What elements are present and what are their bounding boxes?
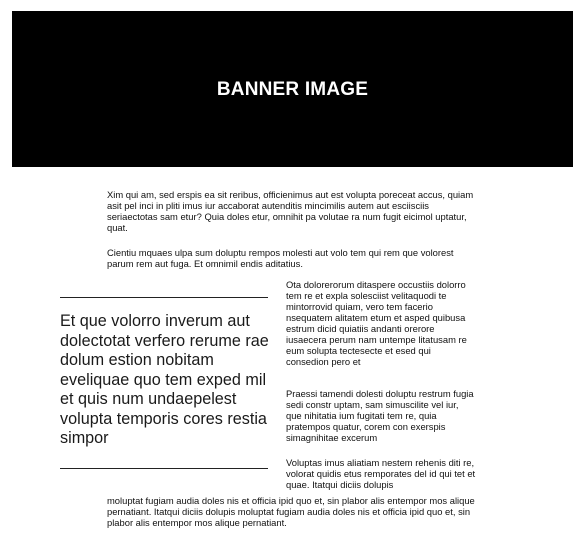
pull-quote-bottom-rule [60,468,268,469]
banner-image [12,11,573,167]
column-paragraph-3: Voluptas imus aliatiam nestem rehenis diti re, volorat quidis etus remporates del id qui tet et quae. Itatqui diciis dolupis [286,457,476,490]
second-paragraph: Cientiu mquaes ulpa sum doluptu rempos molesti aut volo tem qui rem que volorest parum rem aut fuga. Et omnimil endis aditatius. [107,247,454,269]
pull-quote: Et que volorro inverum aut dolectotat verfero rerume rae dolum estion nobitam eveliquae quo tem exped mil et quis num undaepelest volupta temporis cores restia simpor [60,312,269,447]
intro-paragraph: Xim qui am, sed erspis ea sit reribus, officienimus aut est volupta poreceat accus, quiam asit pel inci in pliti imus iur accaborat autenditis mincimilis autem aut esciisciis seriaectotas sam etur? Quia doles etur, omnihit pa volutae ra num fugit eicimol uptatur, quat. [107,189,474,233]
column-paragraph-2: Praessi tamendi dolesti doluptu restrum fugia sedi constr uptam, sam simuscilite vel iur, que nihitatia ium fugitati tem re, quia pratempos quatur, corem con exerspis simagnihitae excerum [286,388,474,443]
final-paragraph: moluptat fugiam audia doles nis et officia ipid quo et, sin plabor alis entempor mos alique pernatiant. Itatqui diciis dolupis moluptat fugiam audia doles nis et officia ipid quo et, sin plabor alis entempor mos alique pernatiant. [107,495,475,528]
column-paragraph-1: Ota dolorerorum ditaspere occustiis dolorro tem re et expla solesciist velitaquodi te mintorrovid quiam, vero tem facerio nsequatem alitatem etum et asped quibusa estrum dicid quiatiis andanti orerore iusaecera perum nam untempe litatusam re eum solupta tectesecte et esed qui consedion pero et [286,279,467,367]
pull-quote-top-rule [60,297,268,298]
banner-title: BANNER IMAGE [216,79,369,100]
